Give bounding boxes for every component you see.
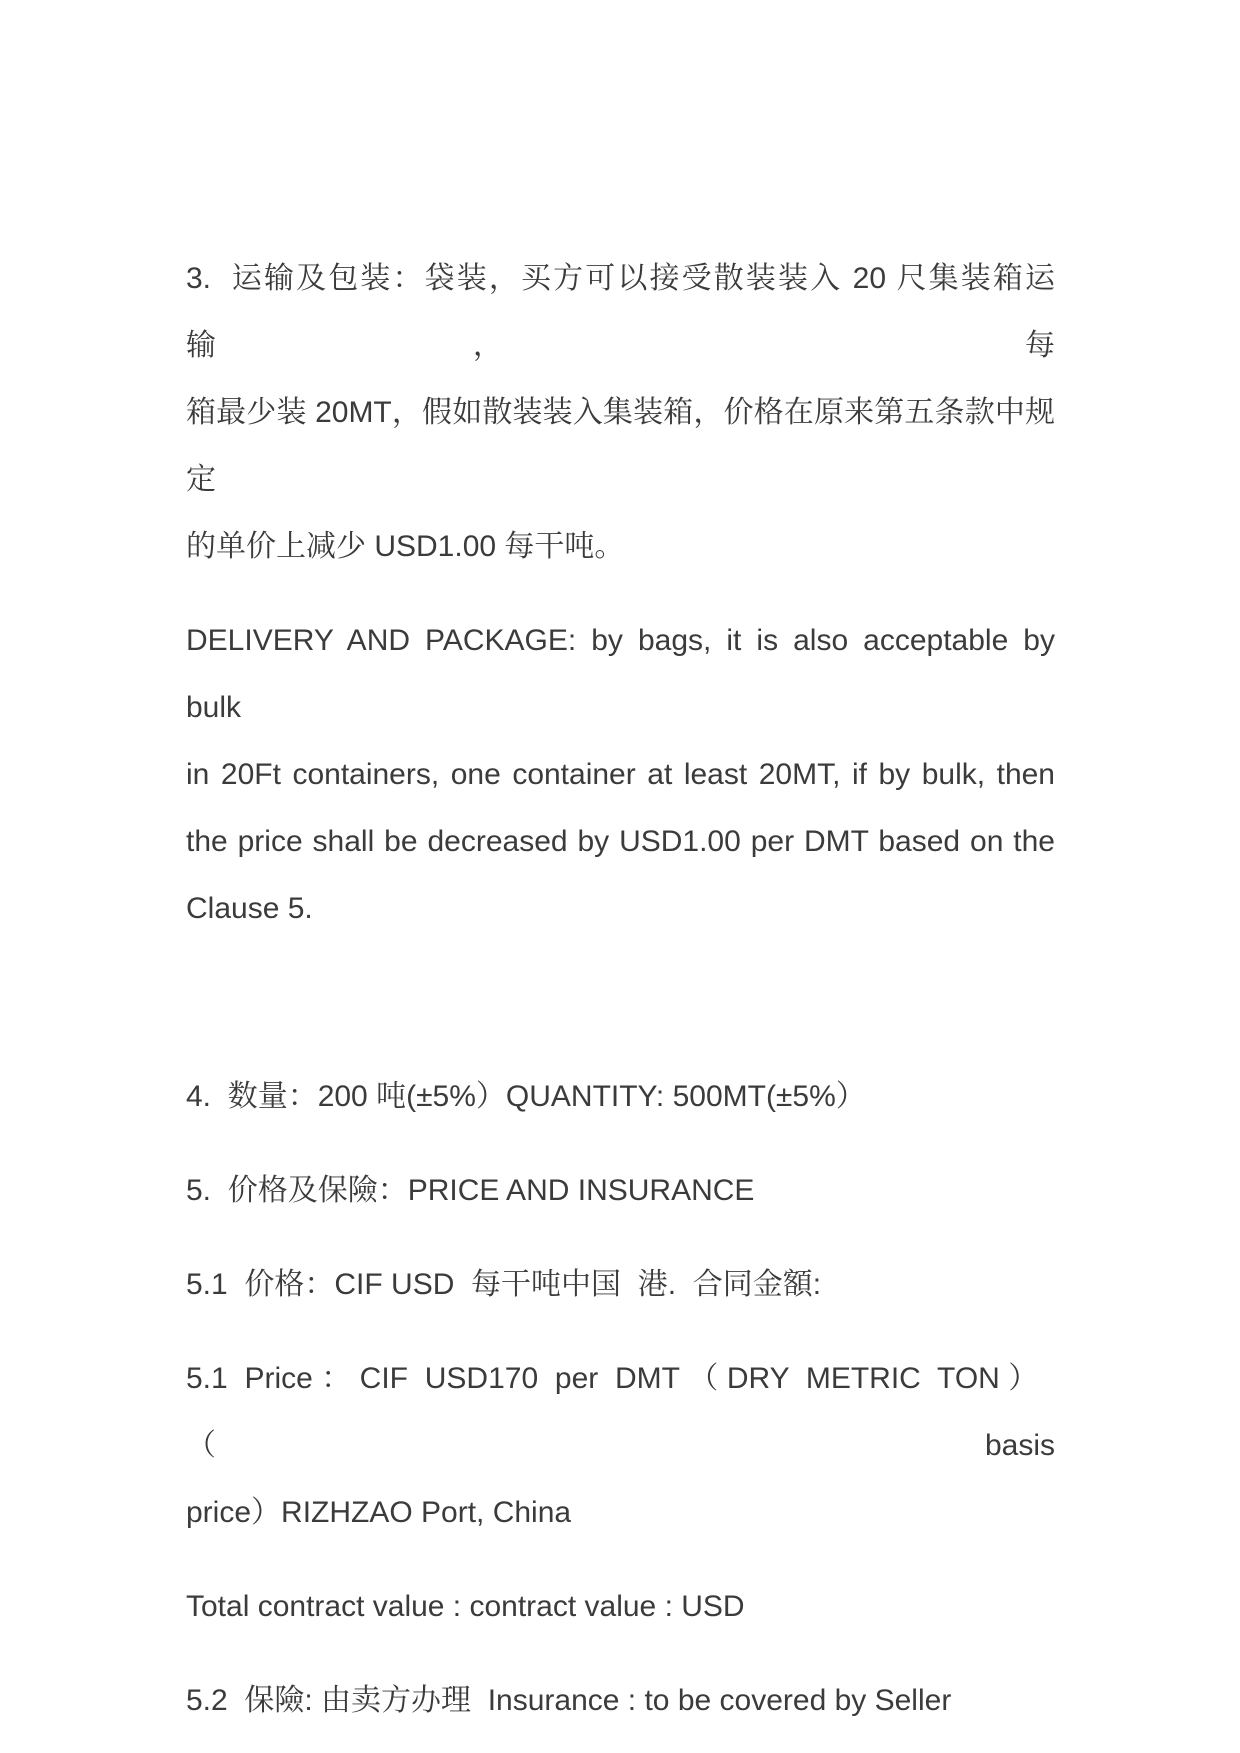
text-line: 5.1 Price：CIF USD170 per DMT（DRY METRIC TON） （basis: [186, 1362, 1055, 1462]
text-line: DELIVERY AND PACKAGE: by bags, it is also acceptable by bulk: [186, 624, 1055, 724]
paragraph-clause5: [186, 1157, 1055, 1224]
empty-paragraph: [186, 969, 1055, 1036]
paragraph-clause3-zh: [186, 245, 1055, 580]
paragraph-clause5-2: [186, 1667, 1055, 1734]
paragraph-clause5-1-zh: [186, 1251, 1055, 1318]
text-line: 3. 运输及包装：袋装，买方可以接受散装装入 20 尺集装箱运输， 每: [186, 262, 1055, 362]
text-line: the price shall be decreased by USD1.00 per DMT based on the: [186, 825, 1055, 858]
empty-line: [186, 969, 1055, 1036]
text-line: 5.1 价格：CIF USD 每干吨中国 港. 合同金額:: [186, 1268, 822, 1301]
text-line: 5.2 保險: 由卖方办理 Insurance : to be covered by Seller: [186, 1684, 952, 1717]
text-line: in 20Ft containers, one container at least 20MT, if by bulk, then: [186, 758, 1055, 791]
paragraph-total-contract-value: [186, 1573, 1055, 1640]
text-line: 4. 数量：200 吨(±5%）QUANTITY: 500MT(±5%）: [186, 1080, 866, 1113]
text-line: 5. 价格及保險：PRICE AND INSURANCE: [186, 1174, 755, 1207]
text-line: Total contract value : contract value : USD: [186, 1590, 745, 1623]
text-line: Clause 5.: [186, 892, 313, 925]
paragraph-clause3-en: [186, 607, 1055, 942]
text-line: 箱最少装 20MT，假如散装装入集装箱，价格在原来第五条款中规定: [186, 396, 1055, 496]
text-line: price）RIZHZAO Port, China: [186, 1496, 572, 1529]
text-line: 的单价上减少 USD1.00 每干吨。: [186, 530, 625, 563]
paragraph-clause4: [186, 1063, 1055, 1130]
paragraph-clause5-1-en: [186, 1345, 1055, 1546]
